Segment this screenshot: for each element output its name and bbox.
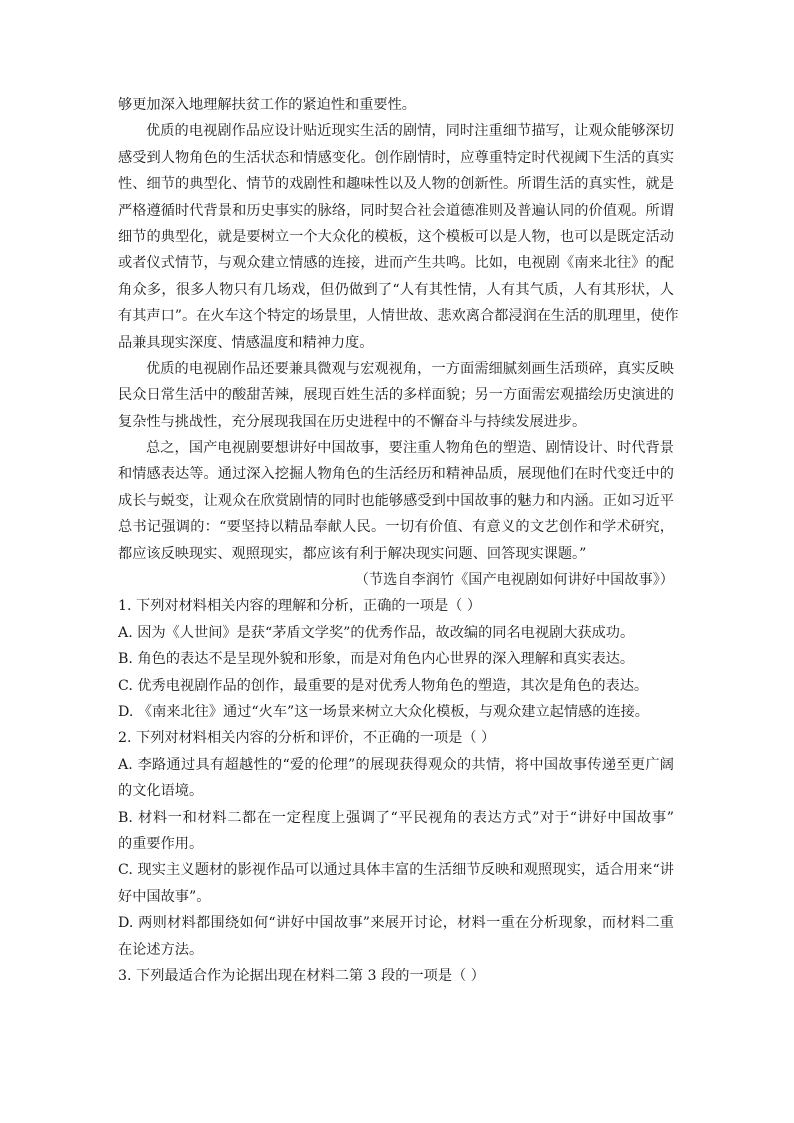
option-text-line: 好中国故事”。 bbox=[118, 888, 211, 905]
option-text-line: A. 李路通过具有超越性的“爱的伦理”的展现获得观众的共情，将中国故事传递至更广阔 bbox=[118, 756, 674, 773]
passage-paragraph-0 bbox=[118, 92, 674, 118]
text-line: 品兼具现实深度、情感温度和精神力度。 bbox=[118, 334, 374, 351]
question-stem: 3. 下列最适合作为论据出现在材料二第 3 段的一项是（ ） bbox=[118, 967, 485, 984]
option-b[interactable] bbox=[118, 805, 674, 858]
question-stem: 2. 下列对材料相关内容的分析和评价，不正确的一项是（ ） bbox=[118, 730, 496, 747]
text-line: 角众多，很多人物只有几场戏，但仍做到了“人有其性情，人有其气质，人有其形状，人 bbox=[118, 281, 674, 298]
text-line: 优质的电视剧作品还要兼具微观与宏观视角，一方面需细腻刻画生活琐碎，真实反映 bbox=[146, 360, 674, 377]
passage-paragraph-2 bbox=[118, 356, 674, 435]
option-a[interactable] bbox=[118, 752, 674, 805]
option-b[interactable]: B. 角色的表达不是呈现外貌和形象，而是对角色内心世界的深入理解和真实表达。 bbox=[118, 651, 635, 668]
text-line: 有其声口”。在火车这个特定的场景里，人情世故、悲欢离合都浸润在生活的肌理里，使作 bbox=[118, 308, 679, 325]
passage-paragraph-3 bbox=[118, 435, 674, 567]
question-1 bbox=[118, 593, 674, 725]
document-page bbox=[118, 92, 679, 989]
question-2 bbox=[118, 725, 674, 963]
option-text-line: 在论述方法。 bbox=[118, 941, 204, 958]
passage-paragraph-1 bbox=[118, 118, 679, 356]
text-line: 和情感表达等。通过深入挖掘人物角色的生活经历和精神品质，展现他们在时代变迁中的 bbox=[118, 466, 674, 483]
text-line: 细节的典型化，就是要树立一个大众化的模板，这个模板可以是人物，也可以是既定活动 bbox=[118, 228, 674, 245]
option-a[interactable]: A. 因为《人世间》是获“茅盾文学奖”的优秀作品，故改编的同名电视剧大获成功。 bbox=[118, 624, 635, 641]
text-line: 复杂性与挑战性，充分展现我国在历史进程中的不懈奋斗与持续发展进步。 bbox=[118, 413, 587, 430]
option-d[interactable] bbox=[118, 910, 674, 963]
text-line: 感受到人物角色的生活状态和情感变化。创作剧情时，应尊重特定时代视阈下生活的真实 bbox=[118, 149, 674, 166]
option-text-line: 的文化语境。 bbox=[118, 783, 204, 800]
option-text-line: D. 两则材料都围绕如何“讲好中国故事”来展开讨论，材料一重在分析现象，而材料二重 bbox=[118, 915, 674, 932]
text-line: 优质的电视剧作品应设计贴近现实生活的剧情，同时注重细节描写，让观众能够深切 bbox=[146, 123, 674, 140]
text-line: 够更加深入地理解扶贫工作的紧迫性和重要性。 bbox=[118, 97, 416, 113]
question-3 bbox=[118, 963, 674, 989]
source-citation: （节选自李润竹《国产电视剧如何讲好中国故事》） bbox=[354, 572, 674, 589]
text-line: 或者仪式情节，与观众建立情感的连接，进而产生共鸣。比如，电视剧《南来北往》的配 bbox=[118, 255, 674, 272]
option-text-line: B. 材料一和材料二都在一定程度上强调了“平民视角的表达方式”对于“讲好中国故事” bbox=[118, 809, 674, 826]
text-line: 性、细节的典型化、情节的戏剧性和趣味性以及人物的创新性。所谓生活的真实性，就是 bbox=[118, 176, 674, 193]
text-line: 民众日常生活中的酸甜苦辣，展现百姓生活的多样面貌；另一方面需宏观描绘历史演进的 bbox=[118, 387, 674, 404]
text-line: 总书记强调的：“要坚持以精品奉献人民。一切有价值、有意义的文艺创作和学术研究， bbox=[118, 519, 674, 536]
text-line: 成长与蜕变，让观众在欣赏剧情的同时也能够感受到中国故事的魅力和内涵。正如习近平 bbox=[118, 492, 674, 509]
text-line: 总之，国产电视剧要想讲好中国故事，要注重人物角色的塑造、剧情设计、时代背景 bbox=[146, 440, 674, 457]
option-c[interactable] bbox=[118, 857, 674, 910]
option-c[interactable]: C. 优秀电视剧作品的创作，最重要的是对优秀人物角色的塑造，其次是角色的表达。 bbox=[118, 677, 649, 694]
text-line: 都应该反映现实、观照现实，都应该有利于解决现实问题、回答现实课题。” bbox=[118, 545, 587, 562]
text-line: 严格遵循时代背景和历史事实的脉络，同时契合社会道德准则及普遍认同的价值观。所谓 bbox=[118, 202, 674, 219]
option-text-line: C. 现实主义题材的影视作品可以通过具体丰富的生活细节反映和观照现实，适合用来“讲 bbox=[118, 862, 674, 879]
option-d[interactable]: D. 《南来北往》通过“火车”这一场景来树立大众化模板，与观众建立起情感的连接。 bbox=[118, 703, 649, 720]
question-stem: 1. 下列对材料相关内容的理解和分析，正确的一项是（ ） bbox=[118, 598, 482, 615]
option-text-line: 的重要作用。 bbox=[118, 835, 204, 852]
